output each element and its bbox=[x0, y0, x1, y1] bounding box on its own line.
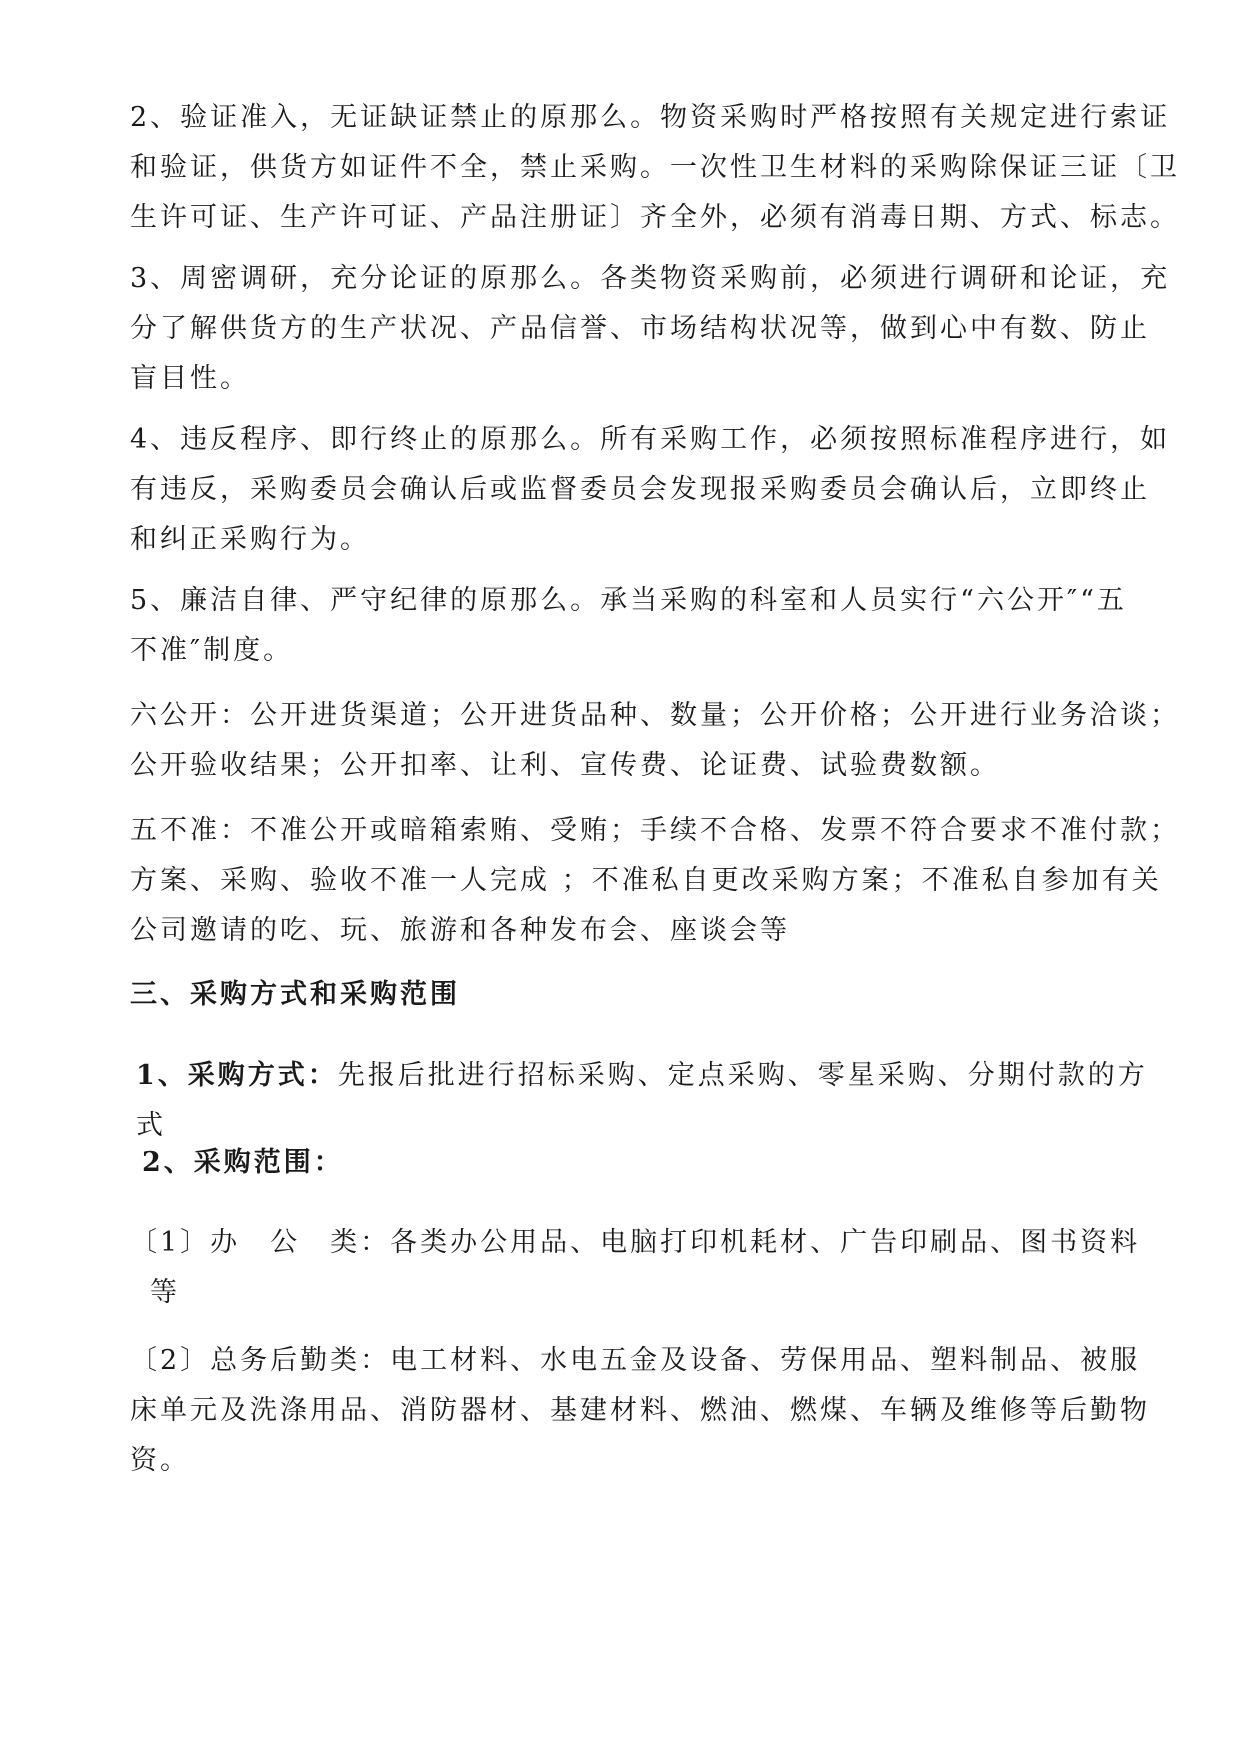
procurement-method-paragraph bbox=[136, 1051, 1148, 1151]
scope-heading bbox=[142, 1138, 1132, 1188]
paragraph-line: 公开验收结果；公开扣率、让利、宣传费、论证费、试验费数额。 bbox=[130, 750, 1000, 781]
paragraph-line: 有违反，采购委员会确认后或监督委员会发现报采购委员会确认后，立即终止 bbox=[130, 474, 1150, 505]
paragraph-line: 盲目性。 bbox=[130, 363, 250, 394]
scope-item-office bbox=[130, 1218, 1141, 1318]
paragraph-line: 公司邀请的吃、玩、旅游和各种发布会、座谈会等 bbox=[130, 915, 790, 946]
principle-4-paragraph bbox=[130, 415, 1171, 565]
paragraph-line: 〔2〕总务后勤类：电工材料、水电五金及设备、劳保用品、塑料制品、被服 bbox=[130, 1345, 1141, 1376]
paragraph-line: 5、廉洁自律、严守纪律的原那么。承当采购的科室和人员实行“六公开″“五 bbox=[130, 585, 1127, 616]
paragraph-line: 床单元及洗涤用品、消防器材、基建材料、燃油、燃煤、车辆及维修等后勤物 bbox=[130, 1395, 1150, 1426]
paragraph-line: 和纠正采购行为。 bbox=[130, 524, 370, 555]
paragraph-line: 3、周密调研，充分论证的原那么。各类物资采购前，必须进行调研和论证，充 bbox=[130, 263, 1171, 294]
paragraph-line: 六公开：公开进货渠道；公开进货品种、数量；公开价格；公开进行业务洽谈； bbox=[130, 700, 1180, 731]
paragraph-line: 4、违反程序、即行终止的原那么。所有采购工作，必须按照标准程序进行，如 bbox=[130, 424, 1171, 455]
paragraph-line: 不准″制度。 bbox=[130, 635, 294, 666]
paragraph-line bbox=[136, 1051, 1148, 1101]
principle-5-paragraph bbox=[130, 576, 1127, 676]
paragraph-line: 等 bbox=[150, 1277, 180, 1308]
paragraph-line: 式 bbox=[136, 1110, 166, 1141]
section-heading-text: 三、采购方式和采购范围 bbox=[130, 979, 460, 1010]
paragraph-line: 生许可证、生产许可证、产品注册证〕齐全外，必须有消毒日期、方式、标志。 bbox=[130, 202, 1180, 233]
five-not-paragraph bbox=[130, 806, 1180, 956]
principle-2-paragraph bbox=[130, 93, 1180, 243]
scope-item-logistics bbox=[130, 1336, 1150, 1486]
principle-3-paragraph bbox=[130, 254, 1171, 404]
paragraph-line: 五不准：不准公开或暗箱索贿、受贿；手续不合格、发票不符合要求不准付款； bbox=[130, 815, 1180, 846]
six-open-paragraph bbox=[130, 691, 1180, 791]
paragraph-line: 〔1〕办 公 类：各类办公用品、电脑打印机耗材、广告印刷品、图书资料 bbox=[130, 1227, 1141, 1258]
method-text: 先报后批进行招标采购、定点采购、零星采购、分期付款的方 bbox=[337, 1060, 1148, 1091]
method-lead: 1、采购方式： bbox=[136, 1060, 338, 1091]
paragraph-line: 分了解供货方的生产状况、产品信誉、市场结构状况等，做到心中有数、防止 bbox=[130, 313, 1150, 344]
paragraph-line: 资。 bbox=[130, 1445, 190, 1476]
scope-heading-text: 2、采购范围： bbox=[142, 1147, 344, 1178]
section-heading bbox=[130, 970, 1120, 1020]
paragraph-line: 方案、采购、验收不准一人完成 ；不准私自更改采购方案；不准私自参加有关 bbox=[130, 865, 1162, 896]
paragraph-line: 和验证，供货方如证件不全，禁止采购。一次性卫生材料的采购除保证三证〔卫 bbox=[130, 152, 1180, 183]
paragraph-line: 2、验证准入，无证缺证禁止的原那么。物资采购时严格按照有关规定进行索证 bbox=[130, 102, 1171, 133]
